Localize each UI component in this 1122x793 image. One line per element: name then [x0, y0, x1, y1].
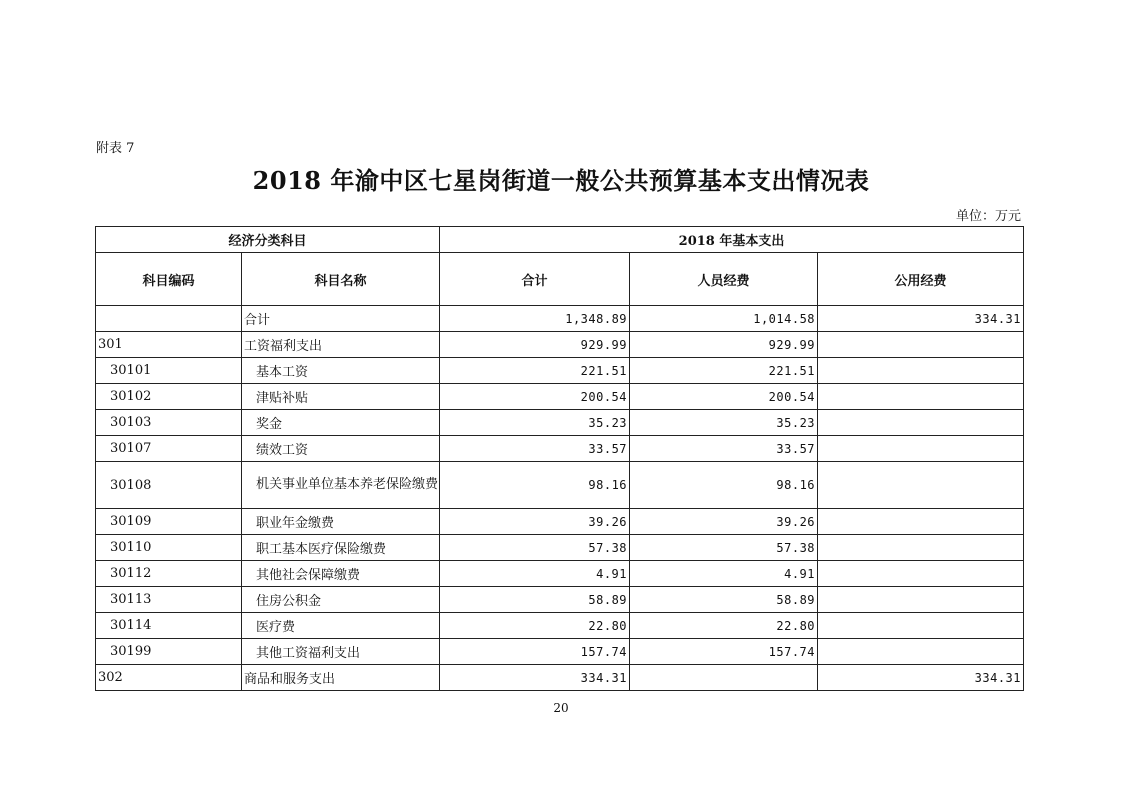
- cell-name: 津贴补贴: [242, 384, 440, 410]
- cell-name: 职工基本医疗保险缴费: [242, 535, 440, 561]
- cell-personnel: 157.74: [630, 639, 818, 665]
- table-row: [96, 587, 1024, 613]
- cell-personnel: 200.54: [630, 384, 818, 410]
- cell-name: 医疗费: [242, 613, 440, 639]
- cell-public: 334.31: [818, 306, 1024, 332]
- table-row: [96, 665, 1024, 691]
- cell-name: 其他工资福利支出: [242, 639, 440, 665]
- table-row: [96, 613, 1024, 639]
- cell-public: [818, 358, 1024, 384]
- cell-total: 35.23: [440, 410, 630, 436]
- cell-name: 绩效工资: [242, 436, 440, 462]
- cell-code: 30107: [96, 436, 242, 462]
- cell-total: 98.16: [440, 462, 630, 509]
- cell-personnel: 58.89: [630, 587, 818, 613]
- budget-table: [95, 226, 1024, 691]
- table-row: [96, 410, 1024, 436]
- cell-public: [818, 639, 1024, 665]
- cell-personnel: 221.51: [630, 358, 818, 384]
- group-header-basic-expenditure: 2018 年基本支出: [440, 227, 1024, 253]
- cell-code: [96, 306, 242, 332]
- column-header-total: 合计: [440, 253, 630, 306]
- cell-personnel: 39.26: [630, 509, 818, 535]
- cell-code: 301: [96, 332, 242, 358]
- column-header-personnel: 人员经费: [630, 253, 818, 306]
- column-header-name: 科目名称: [242, 253, 440, 306]
- cell-personnel: 35.23: [630, 410, 818, 436]
- group-header-economic: 经济分类科目: [96, 227, 440, 253]
- table-group-header-row: [96, 227, 1024, 253]
- table-row: [96, 384, 1024, 410]
- cell-personnel: 98.16: [630, 462, 818, 509]
- cell-personnel: 929.99: [630, 332, 818, 358]
- page-title: 2018 年渝中区七星岗街道一般公共预算基本支出情况表: [252, 166, 870, 195]
- cell-total: 57.38: [440, 535, 630, 561]
- cell-total: 58.89: [440, 587, 630, 613]
- cell-public: [818, 332, 1024, 358]
- cell-code: 30110: [96, 535, 242, 561]
- cell-total: 1,348.89: [440, 306, 630, 332]
- cell-public: [818, 384, 1024, 410]
- cell-personnel: 1,014.58: [630, 306, 818, 332]
- cell-public: [818, 587, 1024, 613]
- cell-code: 30112: [96, 561, 242, 587]
- cell-personnel: 57.38: [630, 535, 818, 561]
- cell-total: 157.74: [440, 639, 630, 665]
- table-column-header-row: [96, 253, 1024, 306]
- cell-public: 334.31: [818, 665, 1024, 691]
- cell-personnel: [630, 665, 818, 691]
- table-row: [96, 509, 1024, 535]
- table-row: [96, 639, 1024, 665]
- cell-total: 200.54: [440, 384, 630, 410]
- cell-code: 30113: [96, 587, 242, 613]
- cell-name: 职业年金缴费: [242, 509, 440, 535]
- cell-personnel: 22.80: [630, 613, 818, 639]
- cell-public: [818, 535, 1024, 561]
- cell-total: 22.80: [440, 613, 630, 639]
- cell-name: 其他社会保障缴费: [242, 561, 440, 587]
- cell-code: 30199: [96, 639, 242, 665]
- column-header-code: 科目编码: [96, 253, 242, 306]
- cell-name: 住房公积金: [242, 587, 440, 613]
- table-row: [96, 535, 1024, 561]
- cell-total: 929.99: [440, 332, 630, 358]
- appendix-label: 附表 7: [96, 141, 135, 156]
- cell-name: 机关事业单位基本养老保险缴费: [242, 462, 440, 509]
- cell-code: 302: [96, 665, 242, 691]
- cell-total: 39.26: [440, 509, 630, 535]
- cell-total: 334.31: [440, 665, 630, 691]
- cell-personnel: 4.91: [630, 561, 818, 587]
- cell-personnel: 33.57: [630, 436, 818, 462]
- unit-label: 单位：万元: [955, 209, 1021, 224]
- cell-total: 33.57: [440, 436, 630, 462]
- column-header-public: 公用经费: [818, 253, 1024, 306]
- cell-name: 工资福利支出: [242, 332, 440, 358]
- cell-code: 30108: [96, 462, 242, 509]
- cell-name: 奖金: [242, 410, 440, 436]
- table-row: [96, 306, 1024, 332]
- cell-name: 基本工资: [242, 358, 440, 384]
- page-number: 20: [553, 701, 569, 715]
- cell-code: 30109: [96, 509, 242, 535]
- cell-code: 30101: [96, 358, 242, 384]
- cell-name: 合计: [242, 306, 440, 332]
- cell-public: [818, 410, 1024, 436]
- cell-code: 30114: [96, 613, 242, 639]
- cell-total: 4.91: [440, 561, 630, 587]
- table-row: [96, 332, 1024, 358]
- cell-public: [818, 462, 1024, 509]
- cell-code: 30103: [96, 410, 242, 436]
- table-row: [96, 358, 1024, 384]
- cell-name: 商品和服务支出: [242, 665, 440, 691]
- table-row: [96, 462, 1024, 509]
- cell-public: [818, 509, 1024, 535]
- cell-total: 221.51: [440, 358, 630, 384]
- table-row: [96, 436, 1024, 462]
- cell-code: 30102: [96, 384, 242, 410]
- cell-public: [818, 436, 1024, 462]
- table-row: [96, 561, 1024, 587]
- cell-public: [818, 561, 1024, 587]
- cell-public: [818, 613, 1024, 639]
